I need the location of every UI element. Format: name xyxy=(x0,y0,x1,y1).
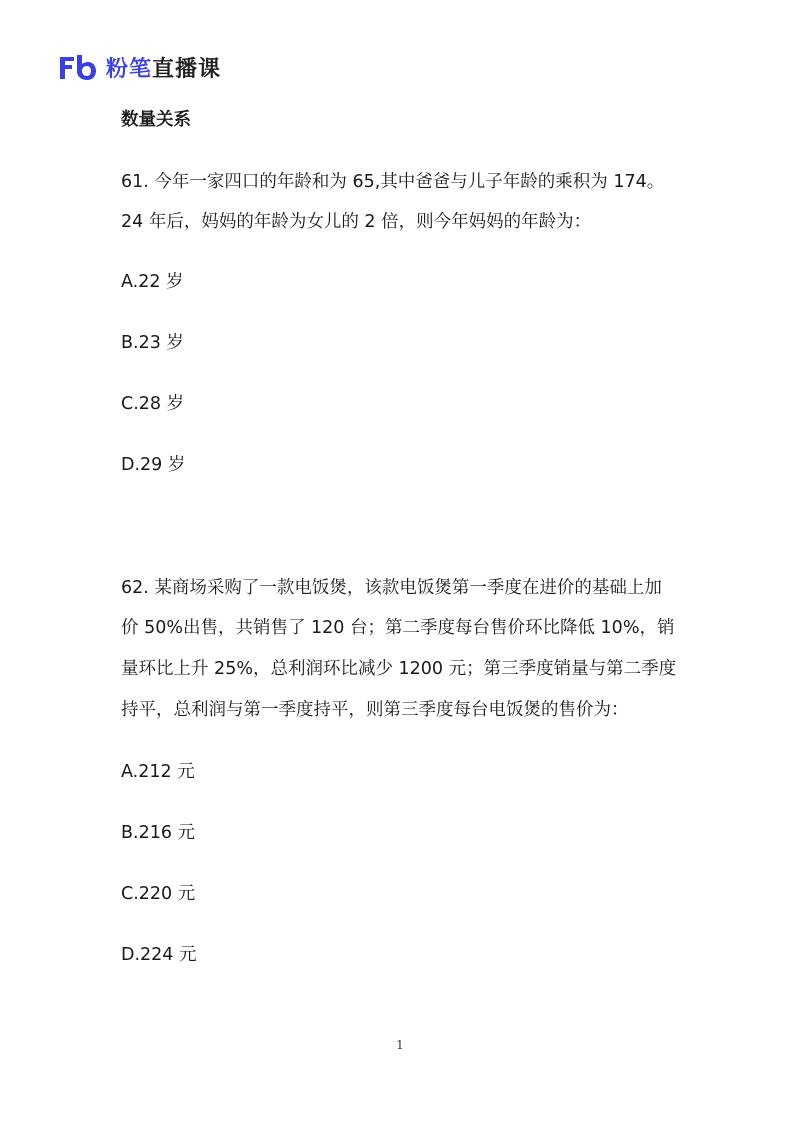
q61-option-d: D.29 岁 xyxy=(121,455,186,475)
q62-line-3: 量环比上升 25%，总利润环比减少 1200 元；第三季度销量与第二季度 xyxy=(121,659,677,679)
q62-line-2: 价 50%出售，共销售了 120 台；第二季度每台售价环比降低 10%，销 xyxy=(121,618,675,638)
q62-line-4: 持平，总利润与第一季度持平，则第三季度每台电饭煲的售价为： xyxy=(121,700,629,720)
q61-line-2: 24 年后，妈妈的年龄为女儿的 2 倍，则今年妈妈的年龄为： xyxy=(121,212,592,232)
logo-rest-text: 直播课 xyxy=(152,56,222,82)
q61-option-b: B.23 岁 xyxy=(121,333,184,353)
fenbi-logo xyxy=(58,52,221,82)
q62-option-a: A.212 元 xyxy=(121,762,195,782)
q61-option-c: C.28 岁 xyxy=(121,394,185,414)
section-title: 数量关系 xyxy=(121,110,191,130)
logo-brand-text: 粉笔 xyxy=(106,56,153,82)
logo-wordmark xyxy=(106,52,221,83)
page-number: 1 xyxy=(396,1038,404,1052)
q61-option-a: A.22 岁 xyxy=(121,272,184,292)
q61-line-1: 61. 今年一家四口的年龄和为 65,其中爸爸与儿子年龄的乘积为 174。 xyxy=(121,172,665,192)
q62-option-d: D.224 元 xyxy=(121,945,197,965)
q62-line-1: 62. 某商场采购了一款电饭煲，该款电饭煲第一季度在进价的基础上加 xyxy=(121,578,662,598)
fb-logo-icon xyxy=(58,53,98,81)
q62-option-c: C.220 元 xyxy=(121,884,196,904)
q62-option-b: B.216 元 xyxy=(121,823,196,843)
